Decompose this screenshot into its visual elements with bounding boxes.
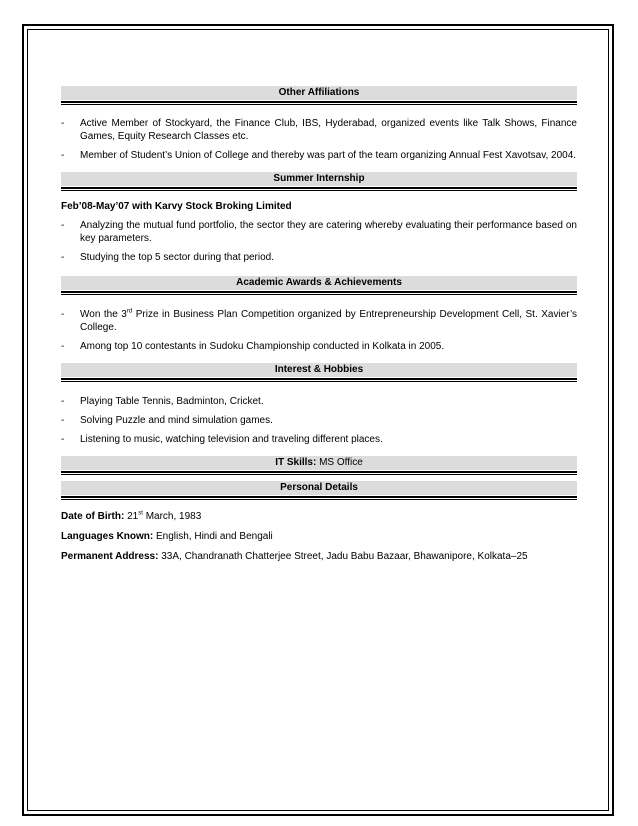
permanent-address: Permanent Address: 33A, Chandranath Chatterjee Street, Jadu Babu Bazaar, Bhawanipore, Kolkata–25 [61,551,528,562]
section-title: Summer Internship [273,173,365,184]
internship-subtitle: Feb’08-May’07 with Karvy Stock Broking Limited [61,201,292,212]
list-item: - Among top 10 contestants in Sudoku Championship conducted in Kolkata in 2005. [61,341,445,352]
languages-known: Languages Known: English, Hindi and Bengali [61,531,273,542]
resume-content [61,86,577,570]
list-item: - Active Member of Stockyard, the Finance Club, IBS, Hyderabad, organized events like Talk Shows, Finance Games, Equity Research Classes etc. [61,118,577,142]
section-header-personal [61,481,577,495]
it-skills-value: MS Office [316,457,363,468]
section-header-internship [61,172,577,186]
hobbies-list [61,395,577,446]
list-item: - Studying the top 5 sector during that period. [61,252,275,263]
section-header-affiliations [61,86,577,100]
section-title: Other Affiliations [278,87,360,98]
list-item: - Listening to music, watching television and traveling different places. [61,434,383,445]
awards-list [61,308,577,353]
list-item: - Solving Puzzle and mind simulation games. [61,415,273,426]
list-item: - Won the 3rd Prize in Business Plan Competition organized by Entrepreneurship Development Cell, St. Xavier’s College. [61,308,577,333]
section-title: Personal Details [280,482,358,493]
section-title: Interest & Hobbies [274,364,364,375]
it-skills-label: IT Skills: [275,457,317,468]
list-item: - Analyzing the mutual fund portfolio, the sector they are catering whereby evaluating their performance based on key parameters. [61,220,577,244]
section-title: Academic Awards & Achievements [236,277,402,288]
internship-list [61,219,577,264]
list-item: - Playing Table Tennis, Badminton, Cricket. [61,396,264,407]
date-of-birth: Date of Birth: 21st March, 1983 [61,510,202,522]
section-header-awards [61,276,577,290]
section-header-hobbies [61,363,577,377]
section-header-it-skills [61,456,577,470]
affiliations-list [61,117,577,162]
list-item: - Member of Student’s Union of College and thereby was part of the team organizing Annual Fest Xavotsav, 2004. [61,150,577,161]
